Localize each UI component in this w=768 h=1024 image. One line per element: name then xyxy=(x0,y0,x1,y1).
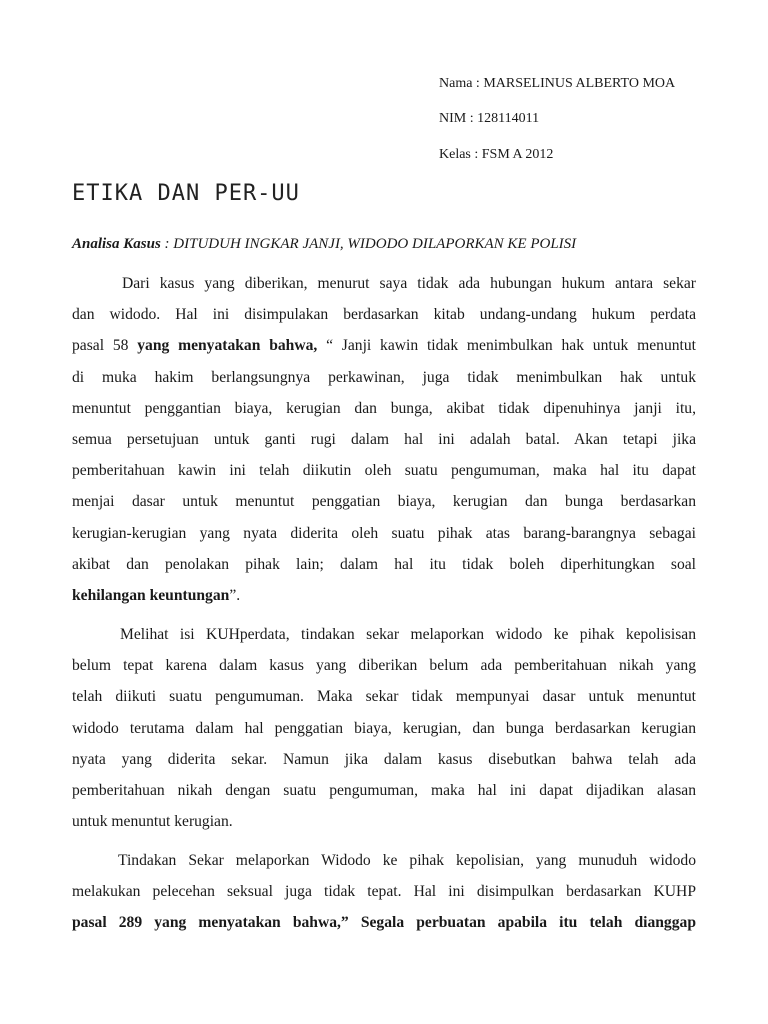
paragraph-line: nyata yang diderita sekar. Namun jika dalam kasus disebutkan bahwa telah ada xyxy=(72,750,696,768)
paragraph-line: melakukan pelecehan seksual juga tidak tepat. Hal ini disimpulkan berdasarkan KUHP xyxy=(72,883,696,901)
paragraph-line xyxy=(72,580,696,611)
paragraph-line: pemberitahuan kawin ini telah diikutin oleh suatu pengumuman, maka hal itu dapat xyxy=(72,462,696,480)
paragraph-line: Tindakan Sekar melaporkan Widodo ke pihak kepolisian, yang munuduh widodo xyxy=(118,852,696,869)
paragraph-line xyxy=(72,330,696,361)
text-run: pasal 58 xyxy=(72,337,138,355)
case-label: Analisa Kasus xyxy=(72,236,161,252)
student-name: Nama : MARSELINUS ALBERTO MOA xyxy=(439,76,676,91)
paragraph-line: kerugian-kerugian yang nyata diderita oleh suatu pihak atas barang-barangnya sebagai xyxy=(72,524,696,542)
paragraph-line: menuntut penggantian biaya, kerugian dan bunga, akibat tidak dipenuhinya janji itu, xyxy=(72,399,696,417)
paragraph-line: untuk menuntut kerugian. xyxy=(72,813,233,831)
paragraph-line: akibat dan penolakan pihak lain; dalam hal itu tidak boleh diperhitungkan soal xyxy=(72,555,696,573)
paragraph-line: telah diikuti suatu pengumuman. Maka sekar tidak mempunyai dasar untuk menuntut xyxy=(72,688,696,706)
student-nim: NIM : 128114011 xyxy=(439,111,540,126)
paragraph-3 xyxy=(72,845,696,939)
case-heading xyxy=(72,234,576,254)
paragraph-line: Dari kasus yang diberikan, menurut saya tidak ada hubungan hukum antara sekar xyxy=(122,275,696,292)
paragraph-line: menjai dasar untuk menuntut penggatian biaya, kerugian dan bunga berdasarkan xyxy=(72,493,696,511)
paragraph-line: pemberitahuan nikah dengan suatu pengumuman, maka hal ini dapat dijadikan alasan xyxy=(72,782,696,800)
case-text: : DITUDUH INGKAR JANJI, WIDODO DILAPORKAN KE POLISI xyxy=(160,236,577,252)
paragraph-line: dan widodo. Hal ini disimpulakan berdasarkan kitab undang-undang hukum perdata xyxy=(72,306,696,324)
paragraph-line: Melihat isi KUHperdata, tindakan sekar melaporkan widodo ke pihak kepolisisan xyxy=(120,626,696,643)
bold-run: kehilangan keuntungan xyxy=(72,587,230,605)
text-run: “ Janji kawin tidak menimbulkan hak untuk menuntut xyxy=(326,337,697,355)
text-run: ”. xyxy=(229,587,241,605)
paragraph-line: semua persetujuan untuk ganti rugi dalam hal ini adalah batal. Akan tetapi jika xyxy=(72,431,696,449)
paragraph-2 xyxy=(72,619,696,837)
paragraph-line: belum tepat karena dalam kasus yang diberikan belum ada pemberitahuan nikah yang xyxy=(72,657,696,675)
paragraph-line: di muka hakim berlangsungnya perkawinan, juga tidak menimbulkan hak untuk xyxy=(72,368,696,386)
document-title: ETIKA DAN PER-UU xyxy=(72,181,300,206)
paragraph-line: widodo terutama dalam hal penggatian biaya, kerugian, dan bunga berdasarkan kerugian xyxy=(72,719,696,737)
paragraph-line: pasal 289 yang menyatakan bahwa,” Segala perbuatan apabila itu telah dianggap xyxy=(72,914,696,932)
paragraph-1 xyxy=(72,268,696,611)
bold-run: yang menyatakan bahwa, xyxy=(137,337,327,355)
student-class: Kelas : FSM A 2012 xyxy=(439,147,554,162)
